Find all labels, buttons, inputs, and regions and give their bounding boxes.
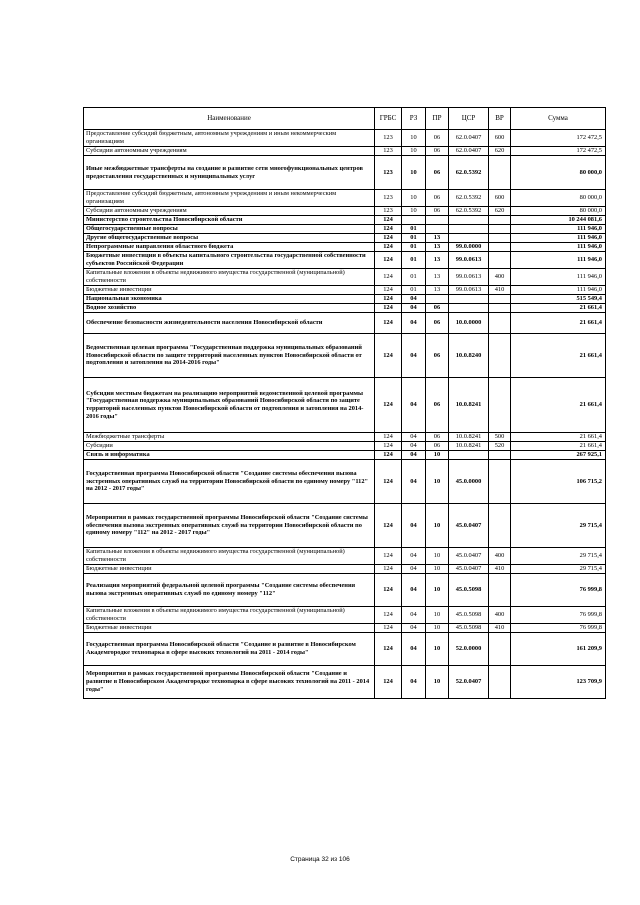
cell-grbs: 124 bbox=[375, 607, 402, 624]
cell-pr: 06 bbox=[426, 207, 449, 216]
header-grbs: ГРБС bbox=[375, 108, 402, 130]
cell-rz: 04 bbox=[402, 460, 426, 504]
cell-name: Государственная программа Новосибирской области "Создание и развитие в Новосибирском Академгородке технопарка в сфере высоких технологий на 2011 - 2014 годы" bbox=[84, 633, 375, 666]
table-row bbox=[84, 574, 606, 607]
header-vr: ВР bbox=[489, 108, 511, 130]
cell-vr bbox=[489, 313, 511, 334]
cell-grbs: 124 bbox=[375, 574, 402, 607]
cell-sum: 76 999,8 bbox=[511, 624, 606, 633]
cell-grbs: 124 bbox=[375, 624, 402, 633]
cell-rz bbox=[402, 216, 426, 225]
cell-grbs: 124 bbox=[375, 252, 402, 269]
cell-csr: 45.0.5098 bbox=[449, 624, 489, 633]
cell-vr: 400 bbox=[489, 607, 511, 624]
table-row bbox=[84, 378, 606, 433]
cell-grbs: 123 bbox=[375, 190, 402, 207]
cell-csr: 62.0.0407 bbox=[449, 130, 489, 147]
cell-sum: 76 999,8 bbox=[511, 574, 606, 607]
cell-grbs: 124 bbox=[375, 565, 402, 574]
cell-sum: 21 661,4 bbox=[511, 334, 606, 378]
cell-pr: 13 bbox=[426, 269, 449, 286]
cell-name: Мероприятия в рамках государственной программы Новосибирской области "Создание системы обеспечения вызова экстренных оперативных служб на территории Новосибирской области по единому номеру "112" на 2012 - 2017 годы" bbox=[84, 504, 375, 548]
cell-rz: 04 bbox=[402, 607, 426, 624]
cell-name: Капитальные вложения в объекты недвижимого имущества государственной (муниципальной) собственности bbox=[84, 607, 375, 624]
cell-csr: 45.0.0000 bbox=[449, 460, 489, 504]
table-row bbox=[84, 504, 606, 548]
table-row bbox=[84, 190, 606, 207]
cell-rz: 04 bbox=[402, 451, 426, 460]
cell-name: Капитальные вложения в объекты недвижимого имущества государственной (муниципальной) собственности bbox=[84, 269, 375, 286]
table-row bbox=[84, 225, 606, 234]
cell-name: Бюджетные инвестиции bbox=[84, 624, 375, 633]
cell-rz: 04 bbox=[402, 433, 426, 442]
cell-rz: 04 bbox=[402, 504, 426, 548]
cell-name: Ведомственная целевая программа "Государственная поддержка муниципальных образований Новосибирской области по защите территорий населенных пунктов Новосибирской области от подтопления и затопления на 2014-2016 годы" bbox=[84, 334, 375, 378]
header-rz: РЗ bbox=[402, 108, 426, 130]
table-row bbox=[84, 313, 606, 334]
cell-pr: 10 bbox=[426, 633, 449, 666]
cell-grbs: 124 bbox=[375, 433, 402, 442]
cell-pr: 10 bbox=[426, 451, 449, 460]
cell-name: Государственная программа Новосибирской области "Создание системы обеспечения вызова экстренных оперативных служб на территории Новосибирской области по единому номеру "112" на 2012 - 2017 годы" bbox=[84, 460, 375, 504]
cell-vr: 410 bbox=[489, 624, 511, 633]
cell-sum: 21 661,4 bbox=[511, 433, 606, 442]
cell-grbs: 124 bbox=[375, 548, 402, 565]
table-row bbox=[84, 548, 606, 565]
cell-pr: 13 bbox=[426, 252, 449, 269]
cell-vr bbox=[489, 304, 511, 313]
cell-rz: 04 bbox=[402, 334, 426, 378]
table-row bbox=[84, 286, 606, 295]
cell-csr bbox=[449, 234, 489, 243]
cell-sum: 21 661,4 bbox=[511, 313, 606, 334]
cell-csr bbox=[449, 451, 489, 460]
cell-sum: 21 661,4 bbox=[511, 304, 606, 313]
cell-sum: 29 715,4 bbox=[511, 565, 606, 574]
cell-rz: 04 bbox=[402, 313, 426, 334]
cell-pr: 10 bbox=[426, 574, 449, 607]
table-row bbox=[84, 234, 606, 243]
table-row bbox=[84, 243, 606, 252]
cell-vr: 410 bbox=[489, 565, 511, 574]
cell-pr: 10 bbox=[426, 624, 449, 633]
cell-rz: 10 bbox=[402, 207, 426, 216]
cell-csr: 99.0.0613 bbox=[449, 286, 489, 295]
cell-rz: 01 bbox=[402, 252, 426, 269]
cell-name: Мероприятия в рамках государственной программы Новосибирской области "Создание и развитие в Новосибирском Академгородке технопарка в сфере высоких технологий на 2011 - 2014 годы" bbox=[84, 666, 375, 699]
cell-grbs: 124 bbox=[375, 633, 402, 666]
cell-rz: 04 bbox=[402, 633, 426, 666]
cell-vr bbox=[489, 252, 511, 269]
cell-grbs: 124 bbox=[375, 334, 402, 378]
table-row bbox=[84, 624, 606, 633]
budget-table bbox=[83, 107, 606, 699]
cell-vr bbox=[489, 156, 511, 190]
cell-vr bbox=[489, 234, 511, 243]
cell-csr: 45.0.0407 bbox=[449, 548, 489, 565]
cell-rz: 04 bbox=[402, 295, 426, 304]
table-row bbox=[84, 216, 606, 225]
cell-grbs: 124 bbox=[375, 304, 402, 313]
cell-sum: 111 946,0 bbox=[511, 225, 606, 234]
cell-pr: 10 bbox=[426, 504, 449, 548]
cell-pr: 06 bbox=[426, 147, 449, 156]
cell-vr: 400 bbox=[489, 269, 511, 286]
cell-name: Связь и информатика bbox=[84, 451, 375, 460]
table-row bbox=[84, 565, 606, 574]
cell-name: Бюджетные инвестиции bbox=[84, 286, 375, 295]
cell-vr bbox=[489, 216, 511, 225]
cell-rz: 04 bbox=[402, 666, 426, 699]
table-row bbox=[84, 460, 606, 504]
cell-csr: 99.0.0613 bbox=[449, 269, 489, 286]
cell-sum: 111 946,0 bbox=[511, 252, 606, 269]
cell-name: Субсидии bbox=[84, 442, 375, 451]
cell-grbs: 124 bbox=[375, 295, 402, 304]
cell-csr bbox=[449, 216, 489, 225]
cell-grbs: 124 bbox=[375, 451, 402, 460]
cell-pr bbox=[426, 295, 449, 304]
cell-pr: 06 bbox=[426, 130, 449, 147]
table-row bbox=[84, 442, 606, 451]
cell-csr: 45.0.5098 bbox=[449, 574, 489, 607]
cell-vr bbox=[489, 243, 511, 252]
cell-vr: 500 bbox=[489, 433, 511, 442]
cell-rz: 04 bbox=[402, 565, 426, 574]
table-row bbox=[84, 295, 606, 304]
cell-vr bbox=[489, 378, 511, 433]
cell-pr: 06 bbox=[426, 433, 449, 442]
cell-rz: 04 bbox=[402, 548, 426, 565]
table-row bbox=[84, 207, 606, 216]
cell-grbs: 124 bbox=[375, 286, 402, 295]
cell-rz: 01 bbox=[402, 286, 426, 295]
cell-pr: 13 bbox=[426, 286, 449, 295]
cell-csr bbox=[449, 295, 489, 304]
table-row bbox=[84, 451, 606, 460]
cell-rz: 01 bbox=[402, 269, 426, 286]
cell-sum: 10 244 081,6 bbox=[511, 216, 606, 225]
cell-csr: 10.0.0000 bbox=[449, 313, 489, 334]
cell-vr bbox=[489, 666, 511, 699]
cell-pr: 06 bbox=[426, 304, 449, 313]
table-row bbox=[84, 252, 606, 269]
cell-name: Национальная экономика bbox=[84, 295, 375, 304]
cell-sum: 515 549,4 bbox=[511, 295, 606, 304]
cell-csr: 99.0.0000 bbox=[449, 243, 489, 252]
cell-grbs: 124 bbox=[375, 460, 402, 504]
cell-csr: 62.0.5392 bbox=[449, 207, 489, 216]
cell-sum: 111 946,0 bbox=[511, 269, 606, 286]
cell-sum: 29 715,4 bbox=[511, 548, 606, 565]
cell-grbs: 124 bbox=[375, 504, 402, 548]
cell-grbs: 124 bbox=[375, 225, 402, 234]
table-body bbox=[84, 130, 606, 699]
cell-vr bbox=[489, 504, 511, 548]
cell-vr bbox=[489, 334, 511, 378]
cell-pr: 10 bbox=[426, 460, 449, 504]
cell-csr: 45.0.0407 bbox=[449, 504, 489, 548]
cell-csr: 45.0.0407 bbox=[449, 565, 489, 574]
cell-rz: 01 bbox=[402, 243, 426, 252]
cell-grbs: 124 bbox=[375, 269, 402, 286]
cell-sum: 106 715,2 bbox=[511, 460, 606, 504]
cell-csr: 10.0.8241 bbox=[449, 433, 489, 442]
cell-rz: 01 bbox=[402, 234, 426, 243]
cell-sum: 161 209,9 bbox=[511, 633, 606, 666]
cell-pr: 06 bbox=[426, 442, 449, 451]
cell-grbs: 124 bbox=[375, 313, 402, 334]
cell-csr: 62.0.0407 bbox=[449, 147, 489, 156]
cell-csr: 52.0.0000 bbox=[449, 633, 489, 666]
cell-sum: 80 000,0 bbox=[511, 156, 606, 190]
cell-vr bbox=[489, 574, 511, 607]
cell-vr: 600 bbox=[489, 130, 511, 147]
cell-sum: 172 472,5 bbox=[511, 147, 606, 156]
cell-grbs: 124 bbox=[375, 243, 402, 252]
cell-grbs: 124 bbox=[375, 442, 402, 451]
cell-name: Реализация мероприятий федеральной целевой программы "Создание системы обеспечения вызова экстренных оперативных служб по единому номеру "112" bbox=[84, 574, 375, 607]
cell-vr: 620 bbox=[489, 147, 511, 156]
cell-vr: 520 bbox=[489, 442, 511, 451]
cell-name: Общегосударственные вопросы bbox=[84, 225, 375, 234]
table-row bbox=[84, 130, 606, 147]
cell-csr: 62.0.5392 bbox=[449, 156, 489, 190]
cell-grbs: 124 bbox=[375, 666, 402, 699]
cell-csr: 99.0.0613 bbox=[449, 252, 489, 269]
cell-sum: 80 000,0 bbox=[511, 190, 606, 207]
cell-vr bbox=[489, 633, 511, 666]
cell-name: Бюджетные инвестиции bbox=[84, 565, 375, 574]
cell-grbs: 124 bbox=[375, 216, 402, 225]
cell-name: Капитальные вложения в объекты недвижимого имущества государственной (муниципальной) собственности bbox=[84, 548, 375, 565]
cell-name: Обеспечение безопасности жизнедеятельности населения Новосибирской области bbox=[84, 313, 375, 334]
cell-sum: 76 999,8 bbox=[511, 607, 606, 624]
table-row bbox=[84, 156, 606, 190]
table-row bbox=[84, 269, 606, 286]
header-name: Наименование bbox=[84, 108, 375, 130]
cell-vr bbox=[489, 295, 511, 304]
cell-name: Субсидии местным бюджетам на реализацию мероприятий ведомственной целевой программы "Государственная поддержка муниципальных образований Новосибирской области по защите территорий населенных пунктов Новосибирской области от подтопления и затопления на 2014-2016 годы" bbox=[84, 378, 375, 433]
cell-vr: 400 bbox=[489, 548, 511, 565]
table-row bbox=[84, 433, 606, 442]
page-number: Страница 32 из 106 bbox=[290, 856, 350, 863]
cell-rz: 10 bbox=[402, 190, 426, 207]
cell-csr: 45.0.5098 bbox=[449, 607, 489, 624]
cell-rz: 04 bbox=[402, 624, 426, 633]
cell-sum: 172 472,5 bbox=[511, 130, 606, 147]
cell-pr bbox=[426, 216, 449, 225]
cell-pr: 10 bbox=[426, 607, 449, 624]
cell-rz: 04 bbox=[402, 304, 426, 313]
cell-pr: 13 bbox=[426, 234, 449, 243]
cell-pr: 13 bbox=[426, 243, 449, 252]
cell-pr: 06 bbox=[426, 334, 449, 378]
cell-name: Субсидии автономным учреждениям bbox=[84, 147, 375, 156]
cell-rz: 10 bbox=[402, 147, 426, 156]
cell-vr: 620 bbox=[489, 207, 511, 216]
cell-pr: 06 bbox=[426, 378, 449, 433]
cell-name: Предоставление субсидий бюджетным, автономным учреждениям и иным некоммерческим организациям bbox=[84, 130, 375, 147]
cell-grbs: 123 bbox=[375, 207, 402, 216]
cell-name: Другие общегосударственные вопросы bbox=[84, 234, 375, 243]
cell-sum: 80 000,0 bbox=[511, 207, 606, 216]
cell-vr bbox=[489, 225, 511, 234]
cell-name: Межбюджетные трансферты bbox=[84, 433, 375, 442]
cell-pr: 06 bbox=[426, 156, 449, 190]
cell-sum: 21 661,4 bbox=[511, 442, 606, 451]
cell-vr: 600 bbox=[489, 190, 511, 207]
cell-csr: 10.0.8241 bbox=[449, 442, 489, 451]
cell-csr: 52.0.0407 bbox=[449, 666, 489, 699]
cell-csr bbox=[449, 225, 489, 234]
cell-sum: 111 946,0 bbox=[511, 234, 606, 243]
cell-rz: 10 bbox=[402, 156, 426, 190]
cell-pr: 10 bbox=[426, 565, 449, 574]
cell-grbs: 123 bbox=[375, 156, 402, 190]
cell-grbs: 123 bbox=[375, 130, 402, 147]
cell-csr: 62.0.5392 bbox=[449, 190, 489, 207]
cell-csr: 10.0.8240 bbox=[449, 334, 489, 378]
header-pr: ПР bbox=[426, 108, 449, 130]
cell-sum: 111 946,0 bbox=[511, 243, 606, 252]
table-row bbox=[84, 633, 606, 666]
cell-rz: 04 bbox=[402, 442, 426, 451]
cell-rz: 04 bbox=[402, 574, 426, 607]
cell-name: Непрограммные направления областного бюджета bbox=[84, 243, 375, 252]
cell-pr: 06 bbox=[426, 313, 449, 334]
table-row bbox=[84, 334, 606, 378]
cell-pr: 06 bbox=[426, 190, 449, 207]
cell-rz: 01 bbox=[402, 225, 426, 234]
table-header-row bbox=[84, 108, 606, 130]
cell-name: Иные межбюджетные трансферты на создание и развитие сети многофункциональных центров предоставления государственных и муниципальных услуг bbox=[84, 156, 375, 190]
header-csr: ЦСР bbox=[449, 108, 489, 130]
table-row bbox=[84, 607, 606, 624]
cell-pr bbox=[426, 225, 449, 234]
table-row bbox=[84, 304, 606, 313]
cell-csr: 10.0.8241 bbox=[449, 378, 489, 433]
cell-vr: 410 bbox=[489, 286, 511, 295]
cell-name: Водное хозяйство bbox=[84, 304, 375, 313]
cell-sum: 123 709,9 bbox=[511, 666, 606, 699]
table-row bbox=[84, 147, 606, 156]
cell-vr bbox=[489, 451, 511, 460]
cell-grbs: 123 bbox=[375, 147, 402, 156]
cell-grbs: 124 bbox=[375, 234, 402, 243]
cell-pr: 10 bbox=[426, 548, 449, 565]
cell-rz: 04 bbox=[402, 378, 426, 433]
cell-name: Бюджетные инвестиции в объекты капитального строительства государственной собственности субъектов Российской Федерации bbox=[84, 252, 375, 269]
table-row bbox=[84, 666, 606, 699]
cell-vr bbox=[489, 460, 511, 504]
cell-sum: 21 661,4 bbox=[511, 378, 606, 433]
cell-sum: 111 946,0 bbox=[511, 286, 606, 295]
cell-name: Предоставление субсидий бюджетным, автономным учреждениям и иным некоммерческим организациям bbox=[84, 190, 375, 207]
cell-name: Субсидии автономным учреждениям bbox=[84, 207, 375, 216]
header-sum: Сумма bbox=[511, 108, 606, 130]
cell-pr: 10 bbox=[426, 666, 449, 699]
cell-sum: 29 715,4 bbox=[511, 504, 606, 548]
cell-name: Министерство строительства Новосибирской области bbox=[84, 216, 375, 225]
cell-rz: 10 bbox=[402, 130, 426, 147]
cell-csr bbox=[449, 304, 489, 313]
cell-grbs: 124 bbox=[375, 378, 402, 433]
cell-sum: 267 925,1 bbox=[511, 451, 606, 460]
